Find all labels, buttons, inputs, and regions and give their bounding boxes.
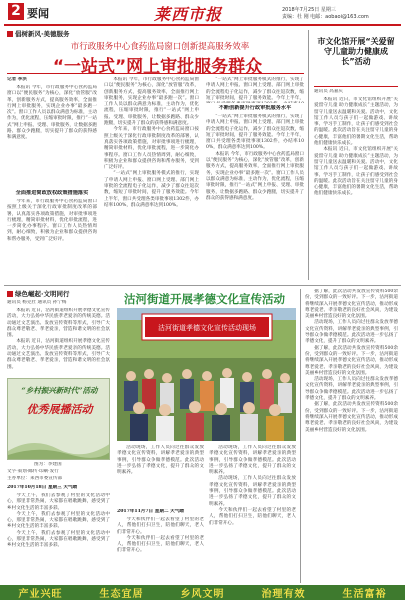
paper-name: 莱西市报 <box>154 5 223 24</box>
top-body-col2: 本报讯 今年，市行政服务中心食药监局窗口以“便民服务”为核心，深化“放管服”改革，创新服务方式，提高服务效率，全面推行网上审批服务，实现企业办事“最多跑一次”。窗口工作人员以群众满意为标准，主动作为，优化流程，压缩审批时限，推行“一站式”网上申报、受理、审批服务，让数据多跑路、群众少跑腿，切实提升了群众的获得感和满意度。 今年来，市行政服务中心食药监局窗口按照上级关于深化行政审批制度改革的部署，认真落实各项政策措施，对审批事项进行梳理，精简审批材料，优化审批流程，进一步简化办事程序。窗口工作人员热情周到，耐心细致，积极为企业和群众提供咨询和帮办服务，受到广泛好评。 “一站式”网上审批服务模式的推行，实现了申请人网上申报、窗口网上受理、部门网上审批的全流程电子化运作，减少了群众往返次数，缩短了审批时间，提升了服务效能。今年上半年，窗口共受理各类审批事项1302件，办结率100%，群众满意率达到100%。 <box>104 77 199 208</box>
footer-slogan-1: 产业兴旺 <box>18 589 63 600</box>
banner-decoration <box>8 421 110 460</box>
sidebar-divider <box>308 30 309 280</box>
footer-slogan-3: 乡风文明 <box>180 589 225 600</box>
page-number-badge <box>8 3 24 20</box>
footer-bar <box>0 585 405 600</box>
masthead <box>0 0 405 24</box>
top-headline: “一站式”网上审批服务群众 <box>52 57 263 77</box>
banner-credit1: 图为：李建国 <box>34 462 62 467</box>
banner-credit2: 文字·策划·邮传·印刷·发行 <box>7 469 59 474</box>
section-title: 要闻 <box>27 7 49 20</box>
activity-banner <box>7 378 110 460</box>
footer-slogan-2: 生态宜居 <box>99 589 144 600</box>
event-photo <box>117 308 296 441</box>
lower-body-col2: 活动现场，工作人员向过往群众发放孝德文化宣传资料，讲解孝老爱亲的典型事例，引导群众争做孝德模范。此次活动进一步弘扬了孝德文化，提升了群众的文明素养。 活动现场，工作人员向过往群众发放孝德文化宣传资料，讲解孝老爱亲的典型事例，引导群众争做孝德模范。此次活动进一步弘扬了孝德文化，提升了群众的文明素养。 今天和伙伴们一起去看望了村里的老人，帮他们打扫卫生，陪他们聊天，老人们非常开心。 <box>209 445 296 526</box>
page-number: 2 <box>11 3 21 19</box>
lower-byline: 通讯员 杨克社 通讯员 孙宁梅 <box>7 300 67 305</box>
weather2-body: 今天和伙伴们一起去看望了村里的老人，帮他们打扫卫生，陪他们聊天，老人们非常开心。 今天和伙伴们一起去看望了村里的老人，帮他们打扫卫生，陪他们聊天，老人们非常开心。 <box>117 517 204 554</box>
top-subtitle2: 不断创新提升行政审批服务水平 <box>218 105 292 111</box>
weather1-date: 2017年10月18日 星期三 天气晴 <box>7 485 78 490</box>
date-line: 2018年7月25日 星期三 <box>282 7 336 13</box>
photo-caption: 沽河街道孝德文化宣传活动现场 <box>158 324 256 332</box>
sidebar-rule <box>314 86 398 87</box>
lower-left-body: 本报讯 近日，沽河街道组织开展孝德文化宣传活动，大力弘扬中华民族孝老爱亲的传统美德。活动通过文艺演出、发放宣传资料等形式，引导广大群众尊老敬老、孝老爱亲，营造和谐文明的社会氛围。 本报讯 近日，沽河街道组织开展孝德文化宣传活动，大力弘扬中华民族孝老爱亲的传统美德。活动通过文艺演出、发放宣传资料等形式，引导广大群众尊老敬老、孝老爱亲，营造和谐文明的社会氛围。 <box>7 308 110 370</box>
banner-line2: 优秀展播活动 <box>26 403 93 416</box>
photo-graphic <box>117 308 296 441</box>
top-subtitle1: 全面推进简政放权政策措施落实 <box>15 190 89 196</box>
top-body-col3a: “一站式”网上审批服务模式的推行，实现了申请人网上申报、窗口网上受理、部门网上审批的全流程电子化运作，减少了群众往返次数，缩短了审批时间，提升了服务效能。今年上半年， <box>206 77 304 101</box>
section-divider <box>4 285 401 286</box>
lower-column-tag: 绿色崛起·文明同行 <box>7 289 69 298</box>
lower-headline: 沽河街道开展孝德文化宣传活动 <box>124 292 285 306</box>
editor-line: 责编：杜 刚 电邮：aobaoi@163.com <box>282 14 369 20</box>
right-column-divider <box>300 289 301 583</box>
right-column-body: 据了解，此次活动共发放宣传资料500余份，受到群众的一致好评。下一步，沽河街道将继续深入开展孝德文化宣传活动，推动形成尊老爱老、孝亲敬老的良好社会风尚，为建设美丽乡村营造良好的文化氛围。 活动现场，工作人员向过往群众发放孝德文化宣传资料，讲解孝老爱亲的典型事例，引导群众争做孝德模范。此次活动进一步弘扬了孝德文化，提升了群众的文明素养。 据了解，此次活动共发放宣传资料500余份，受到群众的一致好评。下一步，沽河街道将继续深入开展孝德文化宣传活动，推动形成尊老爱老、孝亲敬老的良好社会风尚，为建设美丽乡村营造良好的文化氛围。 活动现场，工作人员向过往群众发放孝德文化宣传资料，讲解孝老爱亲的典型事例，引导群众争做孝德模范。此次活动进一步弘扬了孝德文化，提升了群众的文明素养。 据了解，此次活动共发放宣传资料500余份，受到群众的一致好评。下一步，沽河街道将继续深入开展孝德文化宣传活动，推动形成尊老爱老、孝亲敬老的良好社会风尚，为建设美丽乡村营造良好的文化氛围。 <box>305 289 398 433</box>
masthead-rule <box>4 24 401 26</box>
footer-slogan-4: 治理有效 <box>261 589 306 600</box>
sidebar-headline: 市文化馆开展“关爱留守儿童助力健康成长”活动 <box>317 37 395 66</box>
sidebar-byline: 通讯员 高嘉庆 <box>314 89 344 94</box>
top-column-tag: 倡树新风·美德服务 <box>7 29 69 38</box>
tag-square-icon <box>7 291 13 297</box>
sidebar-body: 本报讯 近日，市文化馆组织开展“关爱留守儿童 助力健康成长”主题活动，为留守儿童送去温暖和关爱。活动中，文化馆工作人员与孩子们一起做游戏、讲故事、学习手工制作，让孩子们感受到社会的温暖。此次活动旨在关注留守儿童的身心健康，丰富他们的暑期文化生活，帮助他们健康快乐成长。 本报讯 近日，市文化馆组织开展“关爱留守儿童 助力健康成长”主题活动，为留守儿童送去温暖和关爱。活动中，文化馆工作人员与孩子们一起做游戏、讲故事、学习手工制作，让孩子们感受到社会的温暖。此次活动旨在关注留守儿童的身心健康，丰富他们的暑期文化生活，帮助他们健康快乐成长。 <box>314 97 398 197</box>
footer-slogan-5: 生活富裕 <box>342 589 387 600</box>
top-headline-rule <box>7 73 304 74</box>
top-body-col3b: “一站式”网上审批服务模式的推行，实现了申请人网上申报、窗口网上受理、部门网上审批的全流程电子化运作，减少了群众往返次数，缩短了审批时间，提升了服务效能。今年上半年，窗口共受理各类审批事项1302件，办结率100%，群众满意率达到100%。 本报讯 今年，市行政服务中心食药监局窗口以“便民服务”为核心，深化“放管服”改革，创新服务方式，提高服务效率，全面推行网上审批服务，实现企业办事“最多跑一次”。窗口工作人员以群众满意为标准，主动作为，优化流程，压缩审批时限，推行“一站式”网上申报、受理、审批服务，让数据多跑路、群众少跑腿，切实提升了群众的获得感和满意度。 <box>206 114 304 201</box>
weather2-date: 2017年11月7日 星期二 天气晴 <box>117 509 184 514</box>
top-subhead: 市行政服务中心食药监局窗口创新提高服务效率 <box>70 42 250 52</box>
tag-square-icon <box>7 31 13 37</box>
banner-line1: “乡村振兴新时代”活动 <box>21 386 98 395</box>
lower-body-col1a: 活动现场，工作人员向过往群众发放孝德文化宣传资料，讲解孝老爱亲的典型事例，引导群众争做孝德模范。此次活动进一步弘扬了孝德文化，提升了群众的文明素养。 <box>117 445 204 476</box>
banner-credit3: 主办单位：莱西市委宣传部 <box>7 476 63 481</box>
top-body-col1b: 今年来，市行政服务中心食药监局窗口按照上级关于深化行政审批制度改革的部署，认真落实各项政策措施，对审批事项进行梳理，精简审批材料，优化审批流程，进一步简化办事程序。窗口工作人员热情周到，耐心细致，积极为企业和群众提供咨询和帮办服务，受到广泛好评。 <box>7 199 97 242</box>
top-byline: 记者 李洪 <box>7 77 27 82</box>
weather1-body: 今天上午，我们去参观了村里的文化活动中心，那里非常热闹，大家都在唱歌跳舞，感受到了乡村文化生活的丰富多彩。 今天上午，我们去参观了村里的文化活动中心，那里非常热闹，大家都在唱歌跳舞，感受到了乡村文化生活的丰富多彩。 今天上午，我们去参观了村里的文化活动中心，那里非常热闹，大家都在唱歌跳舞，感受到了乡村文化生活的丰富多彩。 <box>7 493 110 549</box>
top-body-col1: 本报讯 今年，市行政服务中心食药监局窗口以“便民服务”为核心，深化“放管服”改革，创新服务方式，提高服务效率，全面推行网上审批服务，实现企业办事“最多跑一次”。窗口工作人员以群众满意为标准，主动作为，优化流程，压缩审批时限，推行“一站式”网上申报、受理、审批服务，让数据多跑路、群众少跑腿，切实提升了群众的获得感和满意度。 <box>7 85 97 141</box>
